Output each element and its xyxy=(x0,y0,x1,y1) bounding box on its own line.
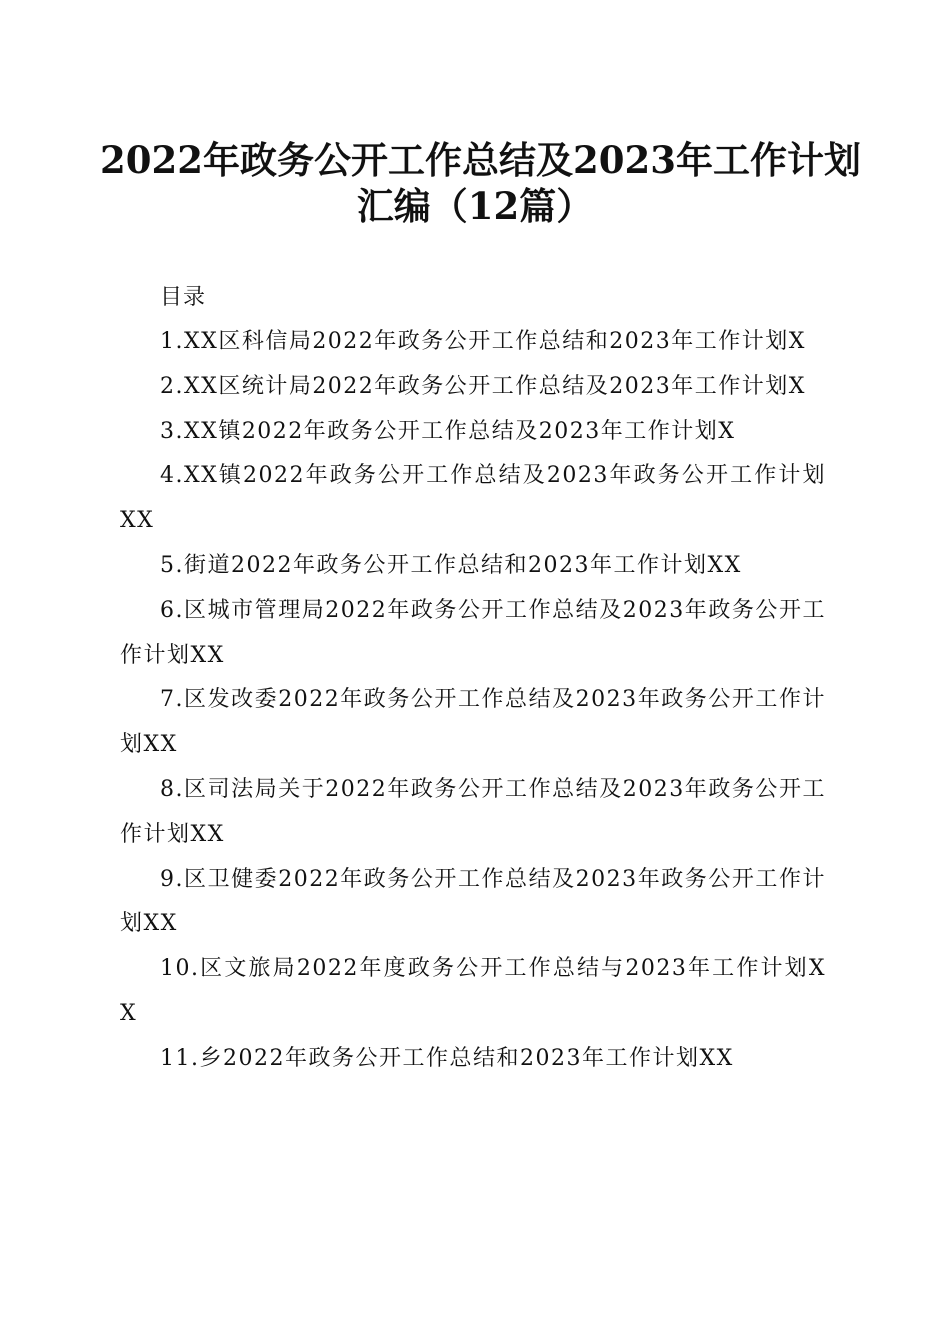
toc-item: 3.XX镇2022年政务公开工作总结及2023年工作计划X xyxy=(160,418,736,444)
table-of-contents xyxy=(120,276,826,1082)
toc-item: 10.区文旅局2022年度政务公开工作总结与2023年工作计划XX xyxy=(120,956,826,1026)
toc-item: 2.XX区统计局2022年政务公开工作总结及2023年工作计划X xyxy=(160,373,806,399)
toc-item: 6.区城市管理局2022年政务公开工作总结及2023年政务公开工作计划XX xyxy=(120,597,826,668)
document-title-line-2: 汇编（12篇） xyxy=(356,184,594,228)
toc-item: 7.区发改委2022年政务公开工作总结及2023年政务公开工作计划XX xyxy=(120,687,826,758)
toc-item: 4.XX镇2022年政务公开工作总结及2023年政务公开工作计划XX xyxy=(120,463,826,534)
toc-heading: 目录 xyxy=(160,285,207,310)
toc-item: 11.乡2022年政务公开工作总结和2023年工作计划XX xyxy=(160,1045,734,1071)
toc-item: 8.区司法局关于2022年政务公开工作总结及2023年政务公开工作计划XX xyxy=(120,776,826,847)
toc-item: 9.区卫健委2022年政务公开工作总结及2023年政务公开工作计划XX xyxy=(120,866,826,937)
document-title-line-1: 2022年政务公开工作总结及2023年工作计划 xyxy=(100,138,861,182)
toc-item: 1.XX区科信局2022年政务公开工作总结和2023年工作计划X xyxy=(160,329,806,354)
toc-item: 5.街道2022年政务公开工作总结和2023年工作计划XX xyxy=(160,552,742,578)
